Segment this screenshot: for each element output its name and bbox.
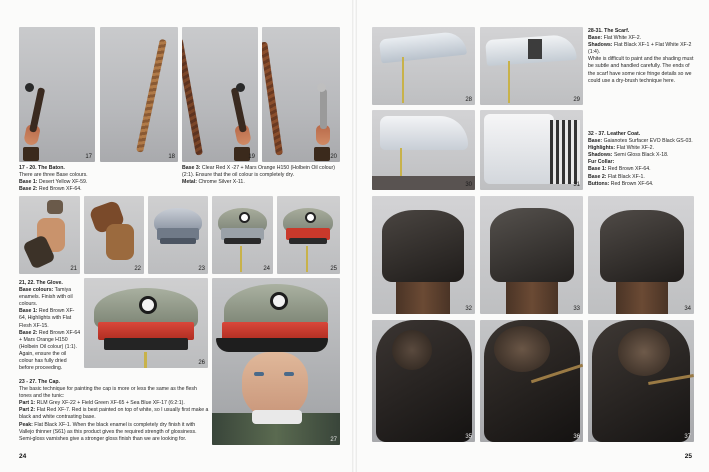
scarf-caption [588,28,694,85]
photo-27 [212,278,340,445]
photo-33 [480,196,583,314]
photo-number: 18 [168,154,175,160]
photo-35 [372,320,475,442]
caption-label: Shadows: [588,42,613,49]
caption-label: Buttons: [588,180,610,187]
photo-22 [84,196,144,274]
caption-text: Desert Yellow XF-59. [37,179,88,186]
page-number: 24 [19,453,27,460]
photo-32 [372,196,475,314]
photo-30 [372,110,475,190]
coat-caption [588,131,694,188]
caption-heading: 17 - 20. The Baton. [19,165,65,171]
photo-number: 24 [263,266,270,272]
caption-text: Flat Black XF-1. [606,173,645,180]
photo-number: 20 [330,154,337,160]
caption-text: Tamiya enamels. Finish with oil colours. [19,287,73,308]
photo-18 [100,27,178,162]
caption-label: Base 1: [19,179,38,186]
photo-19 [182,27,258,162]
photo-number: 37 [684,434,691,440]
left-page [0,0,354,472]
caption-label: Part 2: [19,407,36,414]
photo-28 [372,27,475,105]
photo-21 [19,196,80,274]
photo-number: 29 [573,97,580,103]
photo-23 [148,196,208,274]
photo-25 [277,196,340,274]
caption-label: Base: [588,138,603,145]
caption-text: Red Brown XF-64. [609,180,654,187]
photo-26 [84,278,208,368]
photo-20 [262,27,340,162]
caption-text: Again, ensure the oil colour has fully dried before proceeding. [19,350,67,372]
photo-number: 21 [70,266,77,272]
photo-number: 34 [684,306,691,312]
baton-caption [19,165,179,193]
baton-caption-cont [182,165,340,186]
caption-label: Metal: [182,179,197,186]
photo-37 [588,320,694,442]
caption-label: Base 1: [19,308,38,315]
caption-label: Base 3: [182,165,201,171]
caption-text: Red Brown XF-64, Highlights with Flat Flesh XF-15. [19,308,75,329]
caption-label: Part 1: [19,400,36,407]
page-number: 25 [684,453,692,460]
photo-number: 19 [248,154,255,160]
photo-number: 32 [465,306,472,312]
caption-label: Base 2: [588,173,607,180]
photo-17 [19,27,95,162]
photo-29 [480,27,583,105]
caption-text: Flat Red XF-7. Red is best painted on top of white, so I usually first make a black and white contrasting base. [19,407,209,421]
caption-label: Base 1: [588,166,607,173]
caption-label: Base: [588,35,603,42]
caption-text: White is difficult to paint and the shading must be subtle and handled carefully. The ends of the scarf have some nice fringe details so we could use a dry-brush technique here. [588,56,694,84]
caption-label: Base colours: [19,287,54,294]
caption-text: RLM Grey XF-22 + Field Green XF-65 + Sea Blue XF-17 (6:2:1). [35,400,185,407]
caption-text: Chrome Silver X-11. [197,179,245,186]
photo-number: 30 [465,182,472,188]
photo-number: 27 [330,437,337,443]
glove-caption [19,280,81,372]
caption-text: Flat Black XF-1 + Flat White XF-2 (1:4). [588,42,692,56]
photo-36 [480,320,583,442]
caption-text: Clear Red X -27 + Mars Orange H150 (Holbein Oil colour) (2:1). Ensure that the oil colour is completely dry. [182,165,335,179]
photo-number: 35 [465,434,472,440]
caption-label: Shadows: [588,152,613,159]
caption-text: The basic technique for painting the cap is more or less the same as the flesh tones and the tunic: [19,386,197,400]
photo-number: 36 [573,434,580,440]
caption-label: Fur Collar: [588,159,615,166]
photo-number: 28 [465,97,472,103]
caption-text: There are three Base colours. [19,172,88,179]
caption-label: Peak: [19,421,33,428]
caption-heading: 32 - 37. Leather Coat. [588,131,641,137]
caption-text: Red Brown XF-64 + Mars Orange H150 (Holbein Oil colour) (1:1). [19,329,81,350]
caption-heading: 23 - 27. The Cap. [19,379,60,385]
photo-number: 31 [573,182,580,188]
photo-31 [480,110,583,190]
cap-caption [19,379,209,443]
photo-number: 33 [573,306,580,312]
caption-label: Base 2: [19,186,38,193]
caption-text: Flat Black XF-1. When the black enamel is completely dry finish it with Vallejo thinner (S61) as this product gives the required strength of glossiness. Semi-gloss varnishes give a stronger gloss finish than we are looking for. [19,421,197,442]
photo-number: 22 [134,266,141,272]
caption-text: Red Brown XF-64. [606,166,651,173]
caption-heading: 21, 22. The Glove. [19,280,63,286]
photo-24 [212,196,273,274]
caption-text: Semi Gloss Black X-18. [612,152,669,159]
caption-text: Flat White XF-2. [615,145,655,152]
photo-number: 17 [85,154,92,160]
right-page [355,0,709,472]
caption-heading: 28-31. The Scarf. [588,28,630,34]
caption-text: Flat White XF-2. [602,35,642,42]
caption-label: Base 2: [19,329,38,336]
photo-number: 25 [330,266,337,272]
photo-34 [588,196,694,314]
caption-label: Highlights: [588,145,616,152]
caption-text: Gaianotes Surfacer EVO Black GS-03. [602,138,693,145]
caption-text: Red Brown XF-64. [37,186,82,193]
photo-number: 26 [198,360,205,366]
photo-number: 23 [198,266,205,272]
